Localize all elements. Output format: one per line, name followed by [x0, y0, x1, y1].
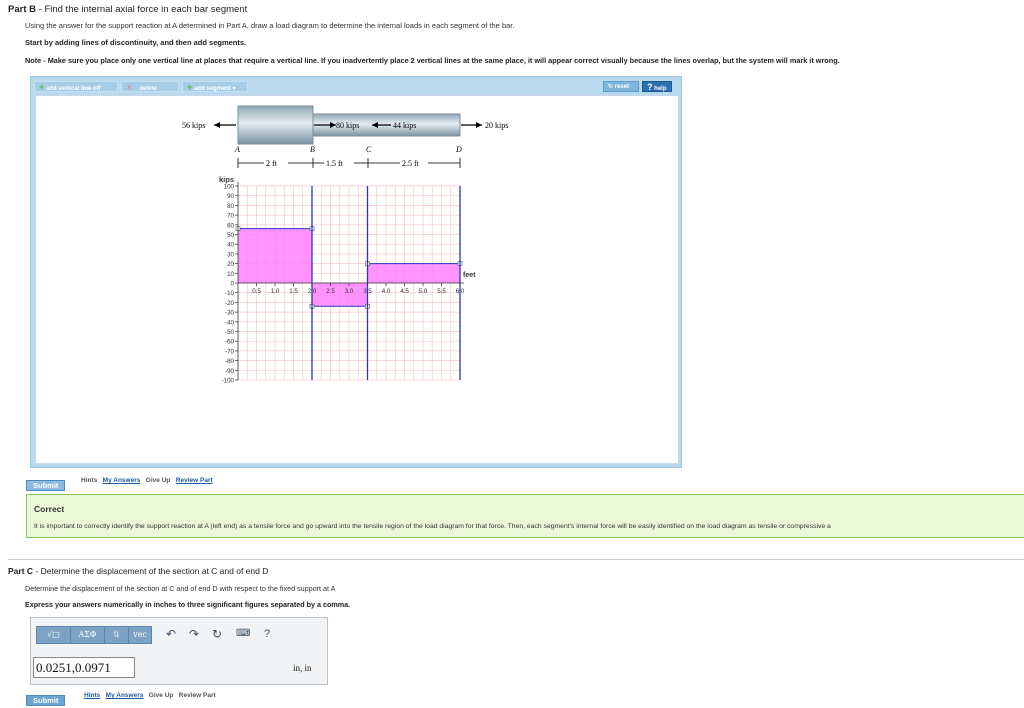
give-up-link[interactable]: Give Up	[148, 692, 174, 699]
y-tick-label: 0	[230, 280, 234, 288]
x-tick-label: 3.0	[344, 288, 354, 295]
y-tick-label: -70	[225, 348, 234, 356]
part-c-description: Determine the displacement of the section at C and of end D with respect to the fixed support at A	[25, 584, 336, 593]
part-c-title: Determine the displacement of the section at C and of end D	[40, 566, 269, 576]
close-icon: ✕	[126, 83, 133, 92]
y-tick-label: -60	[225, 338, 234, 346]
hints-link[interactable]: Hints	[84, 692, 101, 699]
help-icon: ?	[647, 82, 653, 92]
y-tick-label: 50	[227, 232, 234, 239]
dim-cd-label: 2.5 ft	[402, 159, 419, 168]
submit-button[interactable]: Submit	[26, 480, 65, 491]
y-tick-label: 80	[227, 202, 234, 210]
review-part-link[interactable]: Review Part	[175, 477, 213, 484]
y-tick-label: 40	[227, 241, 234, 249]
point-d-label: D	[456, 145, 462, 154]
load-segment-2[interactable]	[312, 283, 368, 306]
reset-icon[interactable]: ↻	[212, 627, 223, 641]
keyboard-icon[interactable]: ⌨	[236, 628, 251, 639]
y-tick-label: -40	[225, 319, 234, 327]
sort-button[interactable]: ⇅	[105, 627, 129, 643]
x-tick-label: 2.0	[307, 288, 317, 295]
y-tick-label: -50	[225, 329, 234, 336]
force-b-label: 80 kips	[336, 121, 360, 130]
part-c-actions	[26, 690, 65, 708]
feedback-text: It is important to correctly identify the support reaction at A (left end) as a tensile force and go upward into the tensile region of the load diagram for that force. Then, each segment's internal force will be easily identified on the load diagram as tensile or compressive a	[34, 523, 831, 530]
feedback-box	[26, 494, 1024, 538]
divider	[8, 559, 1024, 560]
y-tick-label: 100	[223, 183, 234, 191]
templates-button[interactable]: √□	[37, 627, 71, 643]
force-right-label: 20 kips	[485, 121, 509, 130]
y-tick-label: -100	[221, 377, 234, 385]
load-segment-1[interactable]	[238, 229, 312, 283]
y-tick-label: 90	[227, 193, 234, 201]
answer-input[interactable]: 0.0251,0.0971	[33, 657, 135, 678]
give-up-link[interactable]: Give Up	[145, 477, 171, 484]
load-diagram-svg	[0, 0, 700, 470]
x-tick-label: 1.5	[289, 288, 298, 295]
part-c-label: Part C	[8, 566, 34, 576]
x-tick-label: 2.5	[326, 288, 335, 295]
add-vertical-line-button[interactable]: + add vertical line off	[34, 81, 118, 92]
x-tick-label: 5.0	[418, 288, 428, 295]
dim-bc-label: 1.5 ft	[326, 159, 343, 168]
part-c-instruction: Express your answers numerically in inches to three significant figures separated by a comma.	[25, 600, 351, 609]
plus-icon: +	[187, 82, 193, 92]
reset-icon: ↻	[608, 84, 614, 90]
part-b-heading: Part B - Find the internal axial force in each bar segment	[8, 4, 248, 15]
help-button[interactable]: ? help	[642, 81, 672, 92]
add-segment-button[interactable]: + add segment ▾	[182, 81, 248, 92]
submit-button[interactable]: Submit	[26, 695, 65, 706]
y-tick-label: -80	[225, 358, 234, 366]
undo-icon[interactable]: ↶	[166, 627, 177, 641]
x-tick-label: 6.0	[455, 288, 465, 295]
part-b-instruction: Start by adding lines of discontinuity, and then add segments.	[25, 38, 247, 47]
y-tick-label: 70	[227, 212, 234, 220]
answer-units: in, in	[293, 663, 312, 673]
review-part-link[interactable]: Review Part	[178, 692, 216, 699]
my-answers-link[interactable]: My Answers	[102, 477, 141, 484]
point-c-label: C	[366, 145, 372, 154]
y-tick-label: -30	[225, 309, 234, 317]
y-tick-label: 20	[227, 261, 234, 269]
x-tick-label: 1.0	[270, 288, 280, 295]
hints-link[interactable]: Hints	[81, 477, 98, 484]
x-tick-label: 0.5	[252, 288, 261, 295]
dim-ab-label: 2 ft	[266, 159, 277, 168]
x-axis-label: feet	[463, 272, 476, 279]
point-b-label: B	[310, 145, 315, 154]
my-answers-link[interactable]: My Answers	[105, 692, 144, 699]
x-tick-label: 4.0	[381, 288, 391, 295]
help-icon[interactable]: ?	[264, 628, 271, 640]
vector-button[interactable]: vec	[133, 630, 147, 639]
part-b-label: Part B	[8, 4, 36, 15]
symbols-button[interactable]: AΣΦ	[71, 627, 105, 643]
force-c-label: 44 kips	[393, 121, 417, 130]
x-tick-label: 3.5	[363, 288, 372, 295]
redo-icon[interactable]: ↷	[189, 627, 200, 641]
point-a-label: A	[235, 145, 240, 154]
part-b-actions	[26, 475, 65, 493]
bar-segment-ab	[238, 106, 313, 144]
chevron-down-icon: ▾	[232, 86, 236, 92]
arrowhead-icon	[214, 122, 220, 128]
part-b-links	[81, 477, 213, 484]
y-tick-label: 30	[227, 251, 234, 259]
y-tick-label: 10	[227, 270, 234, 278]
part-c-links	[84, 692, 216, 699]
reset-button[interactable]: ↻ reset	[603, 81, 639, 92]
force-left-label: 56 kips	[182, 121, 206, 130]
equation-toolbar	[36, 626, 152, 644]
part-b-description: Using the answer for the support reaction at A determined in Part A, draw a load diagram to determine the internal loads in each segment of the bar.	[25, 21, 515, 30]
part-b-note: Note - Make sure you place only one vertical line at places that require a vertical line. If you inadvertently place 2 vertical lines at the same place, it will appear correct visually because the lines overlap, but the system will mark it wrong.	[25, 56, 840, 65]
delete-button[interactable]: ✕ delete	[121, 81, 179, 92]
y-tick-label: -10	[225, 290, 234, 298]
load-segment-3[interactable]	[368, 264, 461, 283]
part-c-heading: Part C - Determine the displacement of the section at C and of end D	[8, 566, 269, 576]
chart-axes	[222, 182, 465, 385]
part-b-title: Find the internal axial force in each bar segment	[44, 4, 248, 15]
y-tick-label: -20	[225, 299, 234, 307]
arrowhead-icon	[476, 122, 482, 128]
plus-icon: +	[39, 82, 45, 92]
y-tick-label: 60	[227, 222, 234, 230]
y-axis-label: kips	[219, 175, 235, 184]
y-tick-label: -90	[225, 367, 234, 375]
x-tick-label: 4.5	[400, 288, 409, 295]
x-tick-label: 5.5	[437, 288, 446, 295]
feedback-title: Correct	[34, 504, 65, 514]
